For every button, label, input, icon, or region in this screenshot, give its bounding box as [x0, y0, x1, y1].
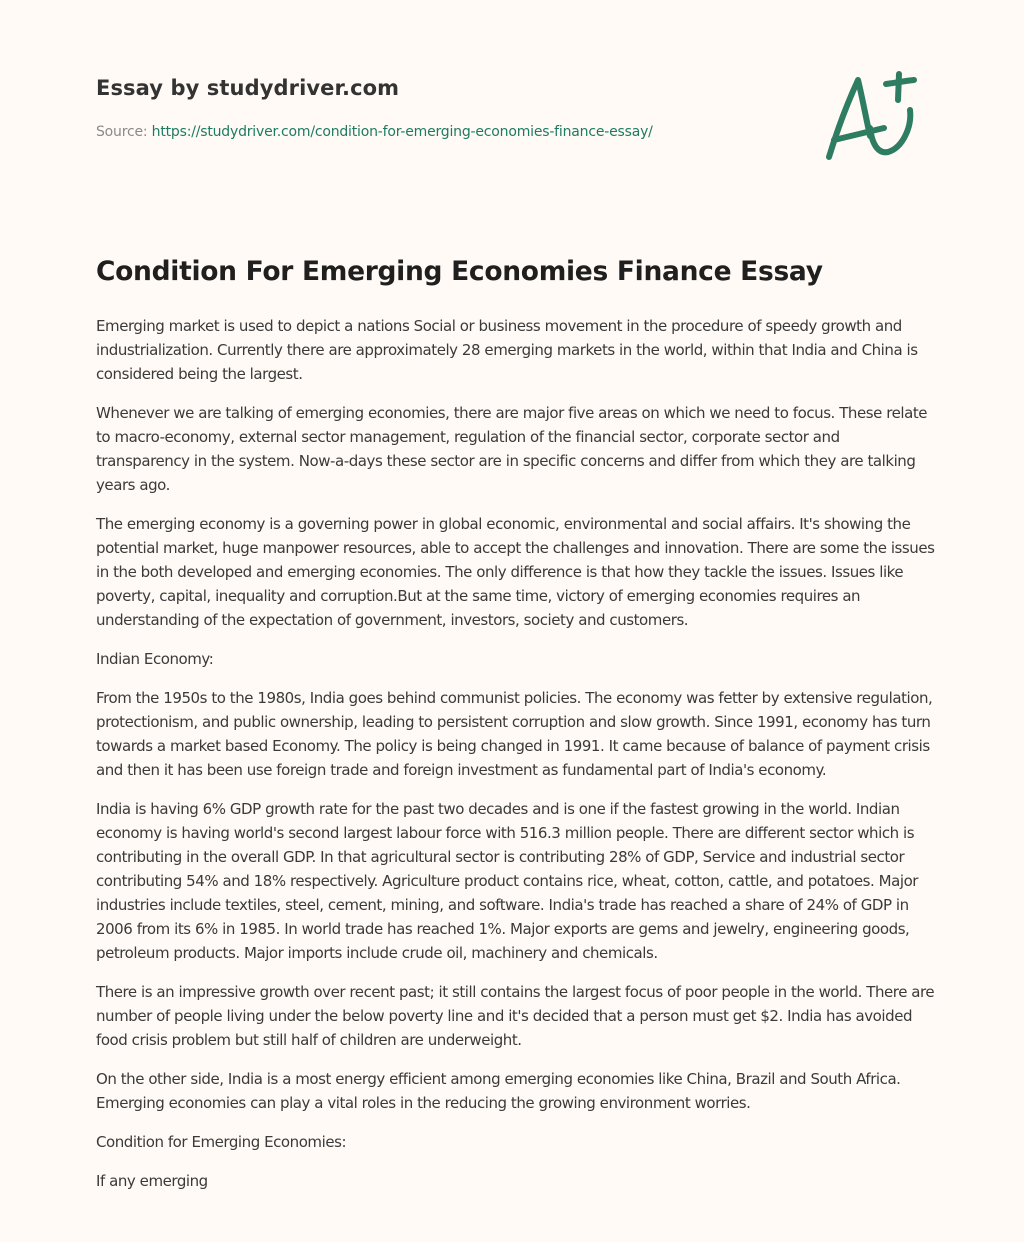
essay-paragraph: There is an impressive growth over recent past; it still contains the largest focus of poor people in the world. There are number of people living under the below poverty line and it's decided that a person must get $2. India has avoided food crisis problem but still half of children are underweight. — [96, 983, 935, 1049]
source-line — [96, 124, 653, 140]
source-label: Source: — [96, 124, 152, 140]
essay-paragraph: India is having 6% GDP growth rate for the past two decades and is one if the fastest growing in the world. Indian economy is having world's second largest labour force with 516.3 million people. There are different sector which is contributing in the overall GDP. In that agricultural sector is contributing 28% of GDP, Service and industrial sector contributing 54% and 18% respectively. Agriculture product contains rice, wheat, cotton, cattle, and potatoes. Major industries include textiles, steel, cement, mining, and software. India's trade has reached a share of 24% of GDP in 2006 from its 6% in 1985. In world trade has reached 1%. Major exports are gems and jewelry, engineering goods, petroleum products. Major imports include crude oil, machinery and chemicals. — [96, 800, 919, 962]
section-heading-indian-economy: Indian Economy: — [96, 650, 214, 668]
essay-paragraph: Emerging market is used to depict a nations Social or business movement in the procedure of speedy growth and industrialization. Currently there are approximately 28 emerging markets in the world, within that India and China is considered being the largest. — [96, 317, 918, 383]
essay-paragraph: On the other side, India is a most energy efficient among emerging economies like China, Brazil and South Africa. Emerging economies can play a vital roles in the reducing the growing environment worries. — [96, 1070, 901, 1112]
a-plus-grade-icon — [820, 66, 930, 166]
section-heading-conditions: Condition for Emerging Economies: — [96, 1133, 347, 1151]
essay-paragraph: From the 1950s to the 1980s, India goes behind communist policies. The economy was fetter by extensive regulation, protectionism, and public ownership, leading to persistent corruption and slow growth. Since 1991, economy has turn towards a market based Economy. The policy is being changed in 1991. It came because of balance of payment crisis and then it has been use foreign trade and foreign investment as fundamental part of India's economy. — [96, 689, 933, 779]
site-title: Essay by studydriver.com — [96, 76, 400, 100]
essay-paragraph: Whenever we are talking of emerging economies, there are major five areas on which we need to focus. These relate to macro-economy, external sector management, regulation of the financial sector, corporate sector and transparency in the system. Now-a-days these sector are in specific concerns and differ from which they are talking years ago. — [96, 404, 928, 494]
essay-body — [96, 314, 936, 1208]
essay-paragraph-truncated: If any emerging — [96, 1172, 208, 1190]
page-header — [96, 0, 928, 200]
essay-title: Condition For Emerging Economies Finance Essay — [96, 256, 823, 287]
source-link[interactable]: https://studydriver.com/condition-for-emerging-economies-finance-essay/ — [151, 124, 653, 140]
essay-paragraph: The emerging economy is a governing power in global economic, environmental and social affairs. It's showing the potential market, huge manpower resources, able to accept the challenges and innovation. There are some the issues in the both developed and emerging economies. The only difference is that how they tackle the issues. Issues like poverty, capital, inequality and corruption.But at the same time, victory of emerging economies requires an understanding of the expectation of government, investors, society and customers. — [96, 515, 935, 629]
